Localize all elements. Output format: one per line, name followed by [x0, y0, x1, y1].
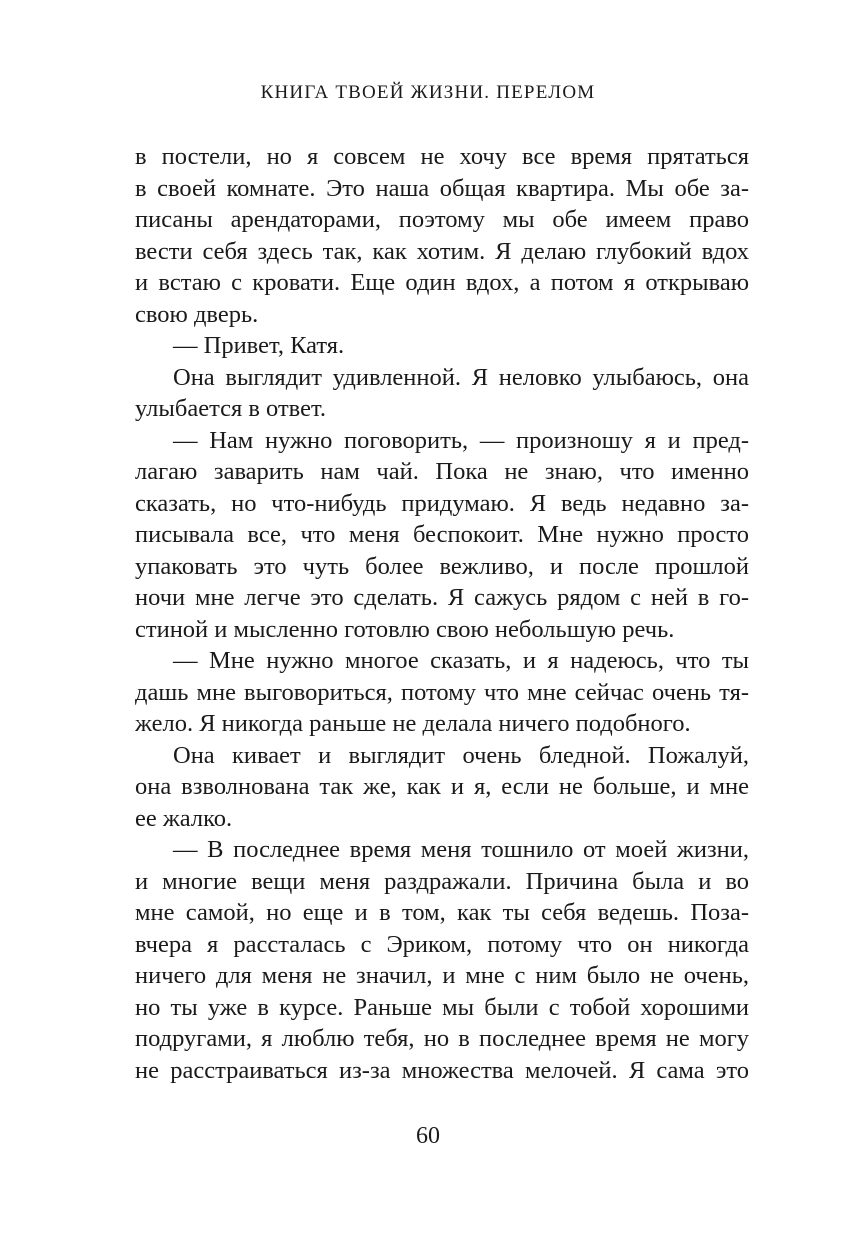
- text-line: ничего для меня не значил, и мне с ним было не очень,: [135, 962, 749, 989]
- text-line: сказать, но что-нибудь придумаю. Я ведь недавно за-: [135, 489, 749, 517]
- text-line: и встаю с кровати. Еще один вдох, а потом я открываю: [135, 269, 749, 296]
- text-line: но ты уже в курсе. Раньше мы были с тобой хорошими: [135, 993, 749, 1021]
- text-line: — Мне нужно многое сказать, и я надеюсь, что ты: [173, 647, 749, 674]
- text-line: в своей комнате. Это наша общая квартира. Мы обе за-: [135, 174, 749, 202]
- text-line: — Привет, Катя.: [173, 332, 345, 359]
- text-line: ночи мне легче это сделать. Я сажусь рядом с ней в го-: [135, 584, 749, 611]
- text-line: не расстраиваться из-за множества мелочей. Я сама это: [135, 1056, 749, 1084]
- text-line: жело. Я никогда раньше не делала ничего подобного.: [135, 710, 691, 737]
- text-line: писывала все, что меня беспокоит. Мне нужно просто: [135, 521, 749, 548]
- text-line: стиной и мысленно готовлю свою небольшую речь.: [135, 615, 675, 643]
- text-line: упаковать это чуть более вежливо, и после прошлой: [135, 552, 749, 580]
- text-line: лагаю заварить нам чай. Пока не знаю, что именно: [135, 458, 749, 485]
- text-line: писаны арендаторами, поэтому мы обе имеем право: [135, 206, 749, 233]
- text-line: она взволнована так же, как и я, если не больше, и мне: [135, 773, 749, 800]
- text-line: улыбается в ответ.: [135, 395, 326, 422]
- text-line: мне самой, но еще и в том, как ты себя ведешь. Поза-: [135, 899, 749, 926]
- text-line: в постели, но я совсем не хочу все время прятаться: [135, 143, 749, 170]
- text-line: дашь мне выговориться, потому что мне сейчас очень тя-: [135, 678, 749, 706]
- text-line: Она выглядит удивленной. Я неловко улыбаюсь, она: [173, 363, 749, 391]
- page-number: 60: [416, 1123, 440, 1149]
- text-line: — В последнее время меня тошнило от моей жизни,: [173, 836, 749, 863]
- running-head: КНИГА ТВОЕЙ ЖИЗНИ. ПЕРЕЛОМ: [260, 82, 596, 103]
- text-line: Она кивает и выглядит очень бледной. Пожалуй,: [173, 741, 749, 769]
- body-text: [135, 141, 749, 1086]
- text-line: — Нам нужно поговорить, — произношу я и пред-: [173, 426, 749, 454]
- text-line: вести себя здесь так, как хотим. Я делаю глубокий вдох: [135, 237, 749, 265]
- text-line: ее жалко.: [135, 804, 233, 832]
- text-line: подругами, я люблю тебя, но в последнее время не могу: [135, 1025, 749, 1052]
- text-line: свою дверь.: [135, 300, 259, 328]
- text-line: вчера я рассталась с Эриком, потому что он никогда: [135, 930, 749, 958]
- text-line: и многие вещи меня раздражали. Причина была и во: [135, 867, 749, 895]
